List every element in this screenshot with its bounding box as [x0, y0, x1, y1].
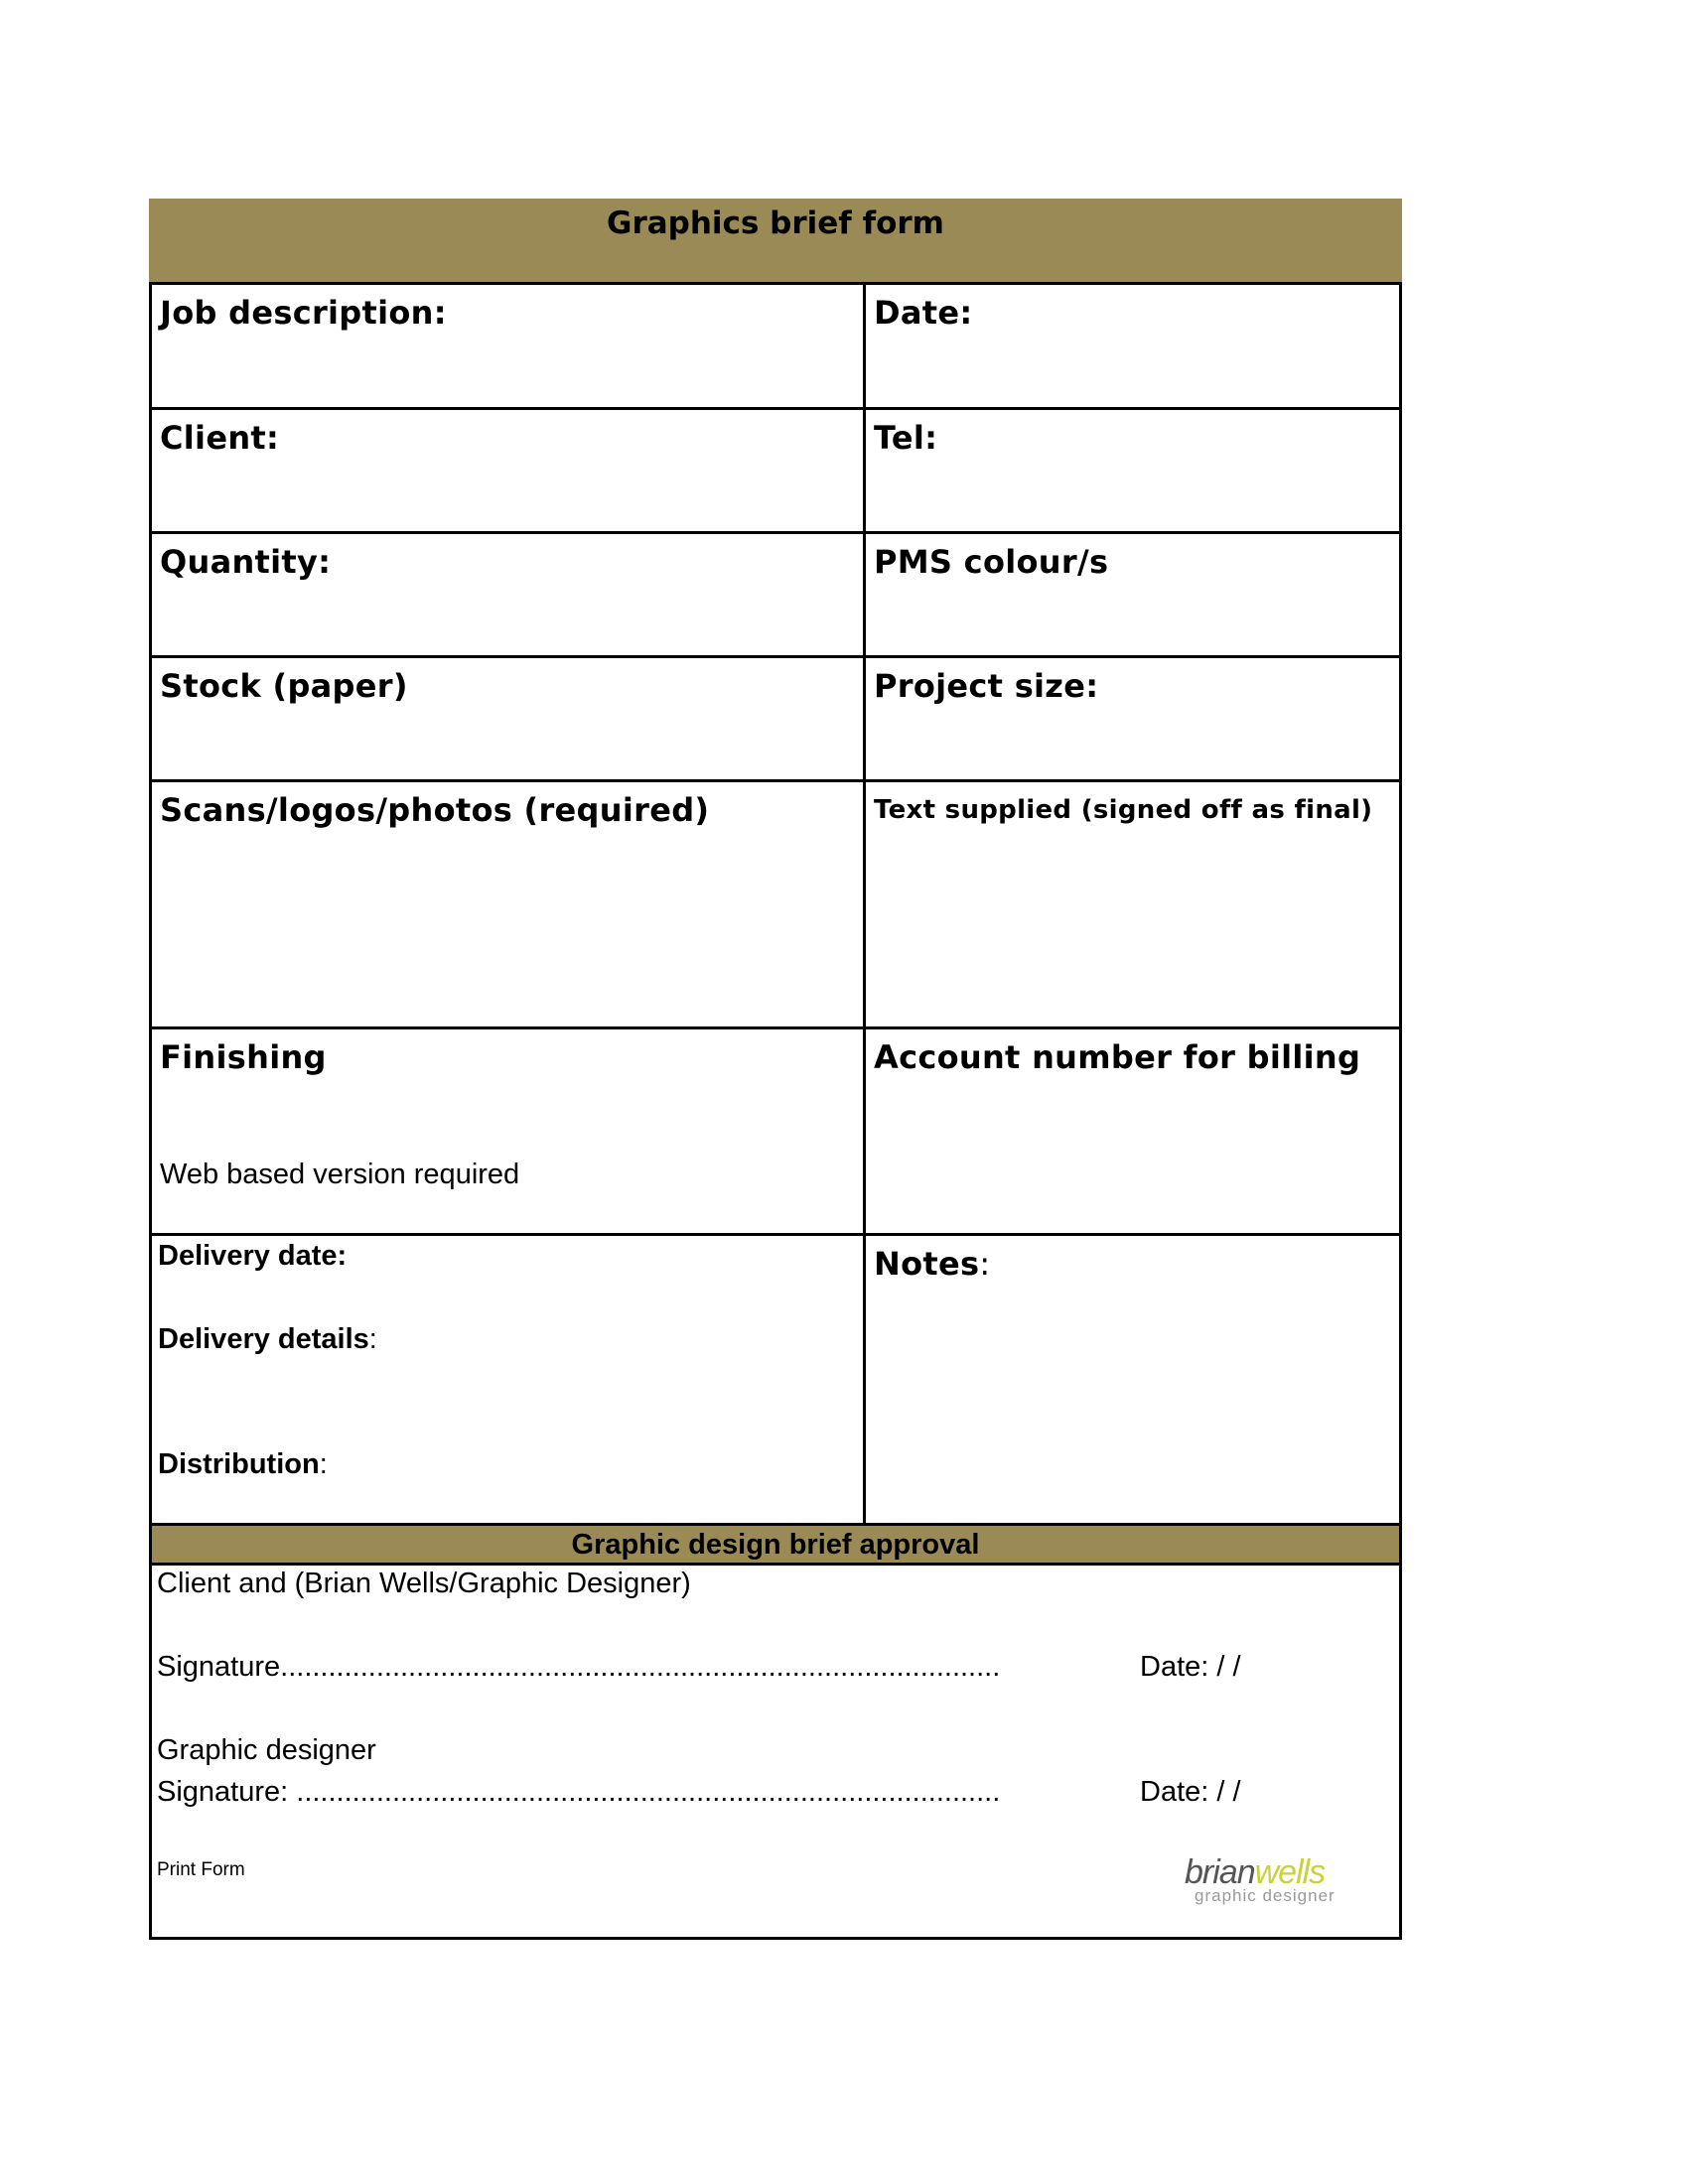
client-line: Client and (Brian Wells/Graphic Designer)	[157, 1568, 691, 1599]
scans-logos-photos-field[interactable]	[152, 782, 866, 1026]
finishing-field[interactable]	[152, 1029, 866, 1233]
designer-signature-date[interactable]: Date: / /	[1140, 1776, 1241, 1808]
web-version-label: Web based version required	[160, 1159, 520, 1190]
form-row	[152, 782, 1399, 1029]
project-size-field[interactable]	[866, 658, 1399, 779]
quantity-field[interactable]	[152, 534, 866, 655]
form-title: Graphics brief form	[149, 199, 1402, 282]
notes-field[interactable]	[866, 1236, 1399, 1523]
form-row	[152, 658, 1399, 782]
notes-label: Notes:	[874, 1245, 991, 1283]
field-label: Tel:	[874, 419, 938, 457]
job-description-field[interactable]	[152, 285, 866, 407]
field-label: Client:	[160, 419, 280, 457]
field-label: Project size:	[874, 667, 1099, 705]
field-label: Scans/logos/photos (required)	[160, 791, 710, 829]
delivery-date-label: Delivery date:	[158, 1240, 348, 1272]
brief-form	[149, 199, 1402, 1940]
text-supplied-field[interactable]	[866, 782, 1399, 1026]
distribution-label: Distribution:	[158, 1448, 328, 1480]
client-field[interactable]	[152, 410, 866, 531]
logo-wordmark: brianwells	[1185, 1853, 1326, 1891]
field-label: PMS colour/s	[874, 543, 1109, 581]
delivery-field[interactable]	[152, 1236, 866, 1523]
field-label: Date:	[874, 294, 973, 332]
client-signature-line[interactable]: Signature..........................................................................................	[157, 1651, 1001, 1683]
date-field[interactable]	[866, 285, 1399, 407]
designer-signature-line[interactable]: Signature: ........................................................................................	[157, 1776, 1001, 1808]
tel-field[interactable]	[866, 410, 1399, 531]
approval-title: Graphic design brief approval	[149, 1526, 1402, 1566]
designer-label: Graphic designer	[157, 1734, 376, 1766]
field-label: Job description:	[160, 294, 447, 332]
approval-section	[149, 1566, 1402, 1940]
field-label: Account number for billing	[874, 1038, 1361, 1076]
pms-colours-field[interactable]	[866, 534, 1399, 655]
field-label: Text supplied (signed off as final)	[874, 795, 1373, 825]
form-row	[152, 410, 1399, 534]
delivery-details-label: Delivery details:	[158, 1323, 377, 1355]
form-row	[152, 1236, 1399, 1526]
account-number-field[interactable]	[866, 1029, 1399, 1233]
field-label: Finishing	[160, 1038, 327, 1076]
logo-tagline: graphic designer	[1195, 1886, 1336, 1905]
form-row	[152, 285, 1399, 410]
brian-wells-logo	[1185, 1853, 1363, 1923]
form-row	[152, 1029, 1399, 1236]
form-row	[152, 534, 1399, 658]
print-form-button[interactable]: Print Form	[157, 1859, 245, 1880]
field-label: Quantity:	[160, 543, 332, 581]
client-signature-date[interactable]: Date: / /	[1140, 1651, 1241, 1683]
field-label: Stock (paper)	[160, 667, 408, 705]
stock-paper-field[interactable]	[152, 658, 866, 779]
form-grid	[149, 282, 1402, 1526]
